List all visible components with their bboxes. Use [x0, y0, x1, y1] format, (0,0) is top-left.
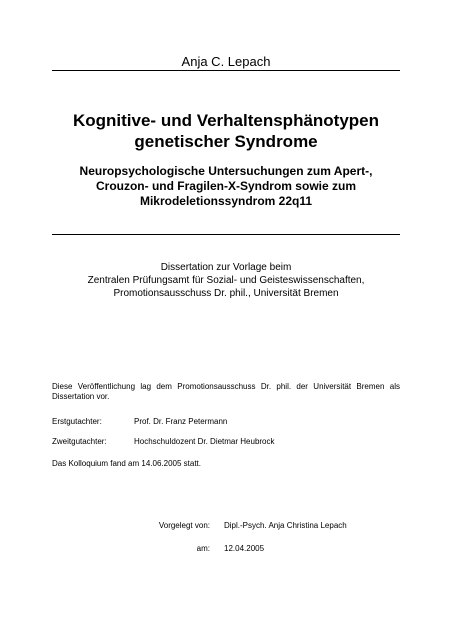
thesis-subtitle-line-1: Neuropsychologische Untersuchungen zum Apert-, — [79, 164, 373, 178]
publication-note: Diese Veröffentlichung lag dem Promotionsausschuss Dr. phil. der Universität Bremen als Dissertation vor. — [52, 382, 400, 401]
thesis-subtitle-line-2: Crouzon- und Fragilen-X-Syndrom sowie zum — [95, 179, 356, 193]
author-name: Anja C. Lepach — [181, 54, 271, 69]
dissertation-line-3: Promotionsausschuss Dr. phil., Universität Bremen — [113, 288, 339, 299]
submission-date-label: am: — [196, 544, 210, 553]
submitted-by-name: Dipl.-Psych. Anja Christina Lepach — [224, 521, 347, 530]
submitted-by-label: Vorgelegt von: — [158, 521, 210, 530]
thesis-subtitle — [52, 164, 400, 209]
thesis-title-line-2: genetischer Syndrome — [134, 132, 318, 151]
dissertation-statement — [52, 261, 400, 300]
submission-date: 12.04.2005 — [224, 544, 265, 553]
dissertation-line-2: Zentralen Prüfungsamt für Sozial- und Geisteswissenschaften, — [87, 275, 365, 286]
thesis-title — [52, 110, 400, 152]
colloquium-date: Das Kolloquium fand am 14.06.2005 statt. — [52, 459, 201, 468]
first-reviewer-name: Prof. Dr. Franz Petermann — [134, 417, 228, 426]
middle-divider — [52, 234, 400, 235]
top-divider — [52, 70, 400, 71]
thesis-title-line-1: Kognitive- und Verhaltensphänotypen — [72, 111, 380, 130]
first-reviewer-label: Erstgutachter: — [52, 417, 102, 426]
thesis-subtitle-line-3: Mikrodeletionssyndrom 22q11 — [139, 194, 313, 208]
second-reviewer-name: Hochschuldozent Dr. Dietmar Heubrock — [134, 437, 275, 446]
dissertation-line-1: Dissertation zur Vorlage beim — [160, 262, 292, 273]
second-reviewer-label: Zweitgutachter: — [52, 437, 107, 446]
